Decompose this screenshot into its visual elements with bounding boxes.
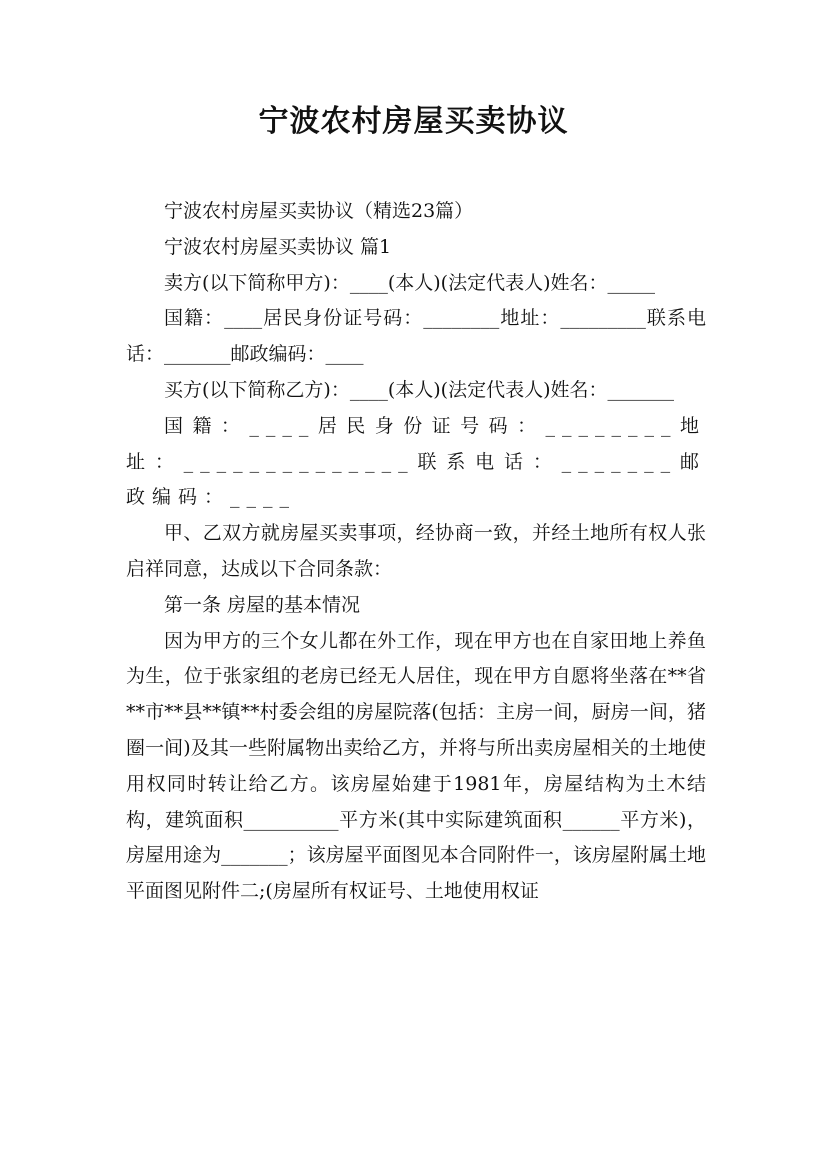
paragraph-buyer-details: 国籍：____居民身份证号码：________地址：______________联系电话：_______邮政编码：____ (126, 414, 706, 509)
paragraph-seller-info: 卖方(以下简称甲方)：____(本人)(法定代表人)姓名：_____ (164, 271, 655, 294)
document-title: 宁波农村房屋买卖协议 (258, 104, 569, 139)
paragraph-article-one-heading: 第一条 房屋的基本情况 (164, 593, 361, 616)
paragraph-subtitle: 宁波农村房屋买卖协议（精选23篇） (164, 200, 474, 222)
document-body (126, 194, 706, 910)
paragraph-seller-details: 国籍：____居民身份证号码：________地址：_________联系电话：_______邮政编码：____ (126, 307, 706, 366)
paragraph-agreement-intro: 甲、乙双方就房屋买卖事项，经协商一致，并经土地所有权人张启祥同意，达成以下合同条款： (126, 522, 706, 580)
paragraph-article-one-body: 因为甲方的三个女儿都在外工作，现在甲方也在自家田地上养鱼为生，位于张家组的老房已经无人居住，现在甲方自愿将坐落在**省**市**县**镇**村委会组的房屋院落(包括：主房一间，厨房一间，猪圈一间)及其一些附属物出卖给乙方，并将与所出卖房屋相关的土地使用权同时转让给乙方。该房屋始建于1981年，房屋结构为土木结构，建筑面积__________平方米(其中实际建筑面积______平方米)，房屋用途为_______；该房屋平面图见本合同附件一，该房屋附属土地平面图见附件二;(房屋所有权证号、土地使用权证 (126, 629, 706, 903)
paragraph-buyer-info: 买方(以下简称乙方)：____(本人)(法定代表人)姓名：_______ (164, 378, 674, 401)
paragraph-section-heading: 宁波农村房屋买卖协议 篇1 (164, 235, 392, 258)
